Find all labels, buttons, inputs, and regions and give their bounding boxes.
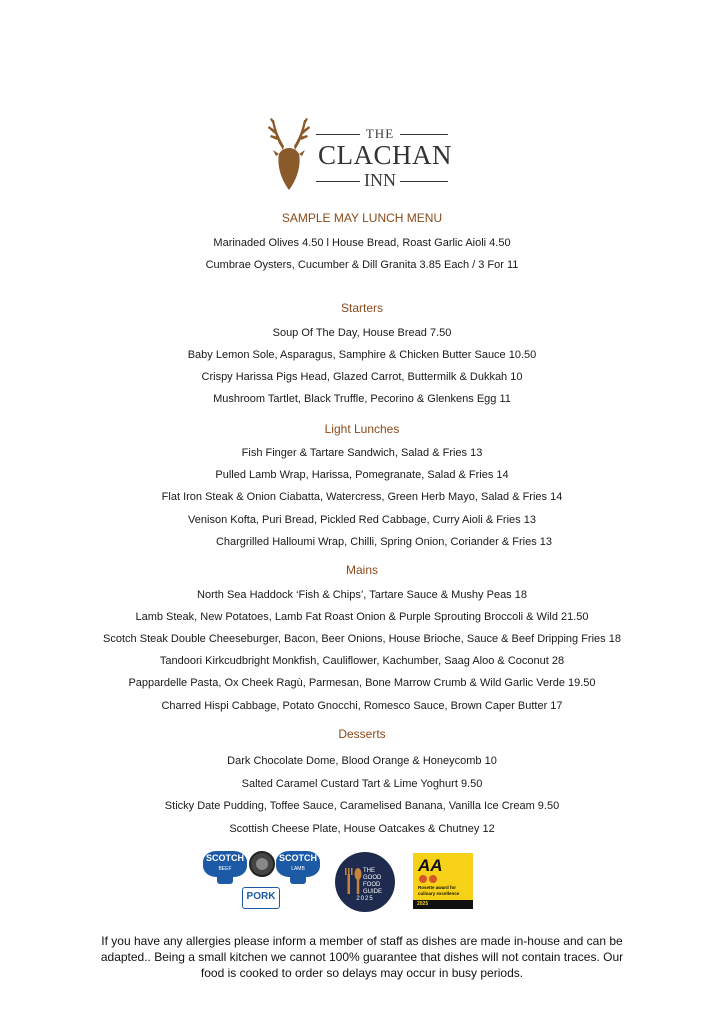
menu-item: Pappardelle Pasta, Ox Cheek Ragù, Parmesan, Bone Marrow Crumb & Wild Garlic Verde 19.50 bbox=[128, 677, 596, 689]
menu-item: Scottish Cheese Plate, House Oatcakes & Chutney 12 bbox=[229, 823, 495, 835]
logo-rule-right-top bbox=[400, 134, 448, 135]
logo-inn-text: INN bbox=[364, 170, 396, 190]
scotch-lamb-label: SCOTCH bbox=[279, 853, 317, 863]
section-heading-desserts: Desserts bbox=[338, 727, 386, 741]
section-heading-starters: Starters bbox=[340, 301, 383, 315]
menu-item: Dark Chocolate Dome, Blood Orange & Honeycomb 10 bbox=[227, 755, 497, 767]
allergy-notice: If you have any allergies please inform a member of staff as dishes are made in-house and can be adapted.. Being a small kitchen we cannot 100% guarantee that dishes will not contain traces. Our food is cooked to order so delays may occur in busy periods. bbox=[100, 934, 624, 980]
menu-item: Cumbrae Oysters, Cucumber & Dill Granita 3.85 Each / 3 For 11 bbox=[205, 259, 519, 271]
menu-item: Tandoori Kirkcudbright Monkfish, Cauliflower, Kachumber, Saag Aloo & Coconut 28 bbox=[159, 655, 565, 667]
cutlery-icon bbox=[343, 868, 363, 894]
logo-the-text: THE bbox=[365, 126, 395, 141]
aa-rosette-badge bbox=[413, 853, 473, 909]
good-food-guide-text: THE GOOD FOOD GUIDE bbox=[363, 868, 383, 895]
menu-item: Venison Kofta, Puri Bread, Pickled Red Cabbage, Curry Aioli & Fries 13 bbox=[188, 514, 536, 526]
logo-rule-left-bottom bbox=[316, 181, 360, 182]
menu-item: Sticky Date Pudding, Toffee Sauce, Caramelised Banana, Vanilla Ice Cream 9.50 bbox=[164, 800, 560, 812]
rosette-icon bbox=[429, 875, 437, 883]
menu-title: SAMPLE MAY LUNCH MENU bbox=[281, 211, 443, 225]
menu-item: Marinaded Olives 4.50 l House Bread, Roast Garlic Aioli 4.50 bbox=[213, 237, 511, 249]
logo-name-text: CLACHAN bbox=[317, 140, 452, 170]
menu-item: Salted Caramel Custard Tart & Lime Yoghurt 9.50 bbox=[241, 778, 483, 790]
good-food-guide-year: 2025 bbox=[356, 896, 374, 902]
section-heading-light-lunches: Light Lunches bbox=[324, 422, 400, 436]
scotch-lamb-sub: LAMB bbox=[291, 866, 305, 872]
good-food-guide-badge bbox=[335, 852, 395, 912]
clachan-inn-logo bbox=[266, 118, 456, 192]
producer-seal-icon bbox=[249, 851, 275, 877]
menu-item: Pulled Lamb Wrap, Harissa, Pomegranate, Salad & Fries 14 bbox=[215, 469, 509, 481]
scotch-lamb-badge bbox=[276, 851, 320, 877]
menu-item: Flat Iron Steak & Onion Ciabatta, Watercress, Green Herb Mayo, Salad & Fries 14 bbox=[161, 491, 563, 503]
menu-item: Charred Hispi Cabbage, Potato Gnocchi, Romesco Sauce, Brown Caper Butter 17 bbox=[161, 700, 563, 712]
menu-item: Scotch Steak Double Cheeseburger, Bacon, Beer Onions, House Brioche, Sauce & Beef Dripping Fries 18 bbox=[103, 633, 621, 645]
scotch-beef-sub: BEEF bbox=[218, 866, 232, 872]
menu-item: Mushroom Tartlet, Black Truffle, Pecorino & Glenkens Egg 11 bbox=[213, 393, 511, 405]
menu-item: Soup Of The Day, House Bread 7.50 bbox=[272, 327, 452, 339]
stag-head-icon bbox=[266, 118, 312, 190]
rosette-icon bbox=[419, 875, 427, 883]
menu-item: North Sea Haddock ‘Fish & Chips’, Tartare Sauce & Mushy Peas 18 bbox=[197, 589, 527, 601]
menu-item: Lamb Steak, New Potatoes, Lamb Fat Roast Onion & Purple Sprouting Broccoli & Wild 21.50 bbox=[135, 611, 589, 623]
scotch-beef-label: SCOTCH bbox=[206, 853, 244, 863]
menu-item: Baby Lemon Sole, Asparagus, Samphire & Chicken Butter Sauce 10.50 bbox=[187, 349, 537, 361]
scotch-beef-badge bbox=[203, 851, 247, 877]
menu-item: Chargrilled Halloumi Wrap, Chilli, Spring Onion, Coriander & Fries 13 bbox=[215, 536, 553, 548]
logo-rule-right-bottom bbox=[400, 181, 448, 182]
aa-logo: AA bbox=[418, 856, 443, 875]
menu-item: Crispy Harissa Pigs Head, Glazed Carrot, Buttermilk & Dukkah 10 bbox=[201, 371, 523, 383]
aa-year: 2025 bbox=[413, 900, 473, 909]
section-heading-mains: Mains bbox=[345, 563, 378, 577]
aa-award-text: Rosette award for culinary excellence bbox=[418, 885, 460, 896]
menu-item: Fish Finger & Tartare Sandwich, Salad & Fries 13 bbox=[241, 447, 483, 459]
logo-rule-left-top bbox=[316, 134, 360, 135]
pork-badge: PORK bbox=[242, 887, 280, 909]
